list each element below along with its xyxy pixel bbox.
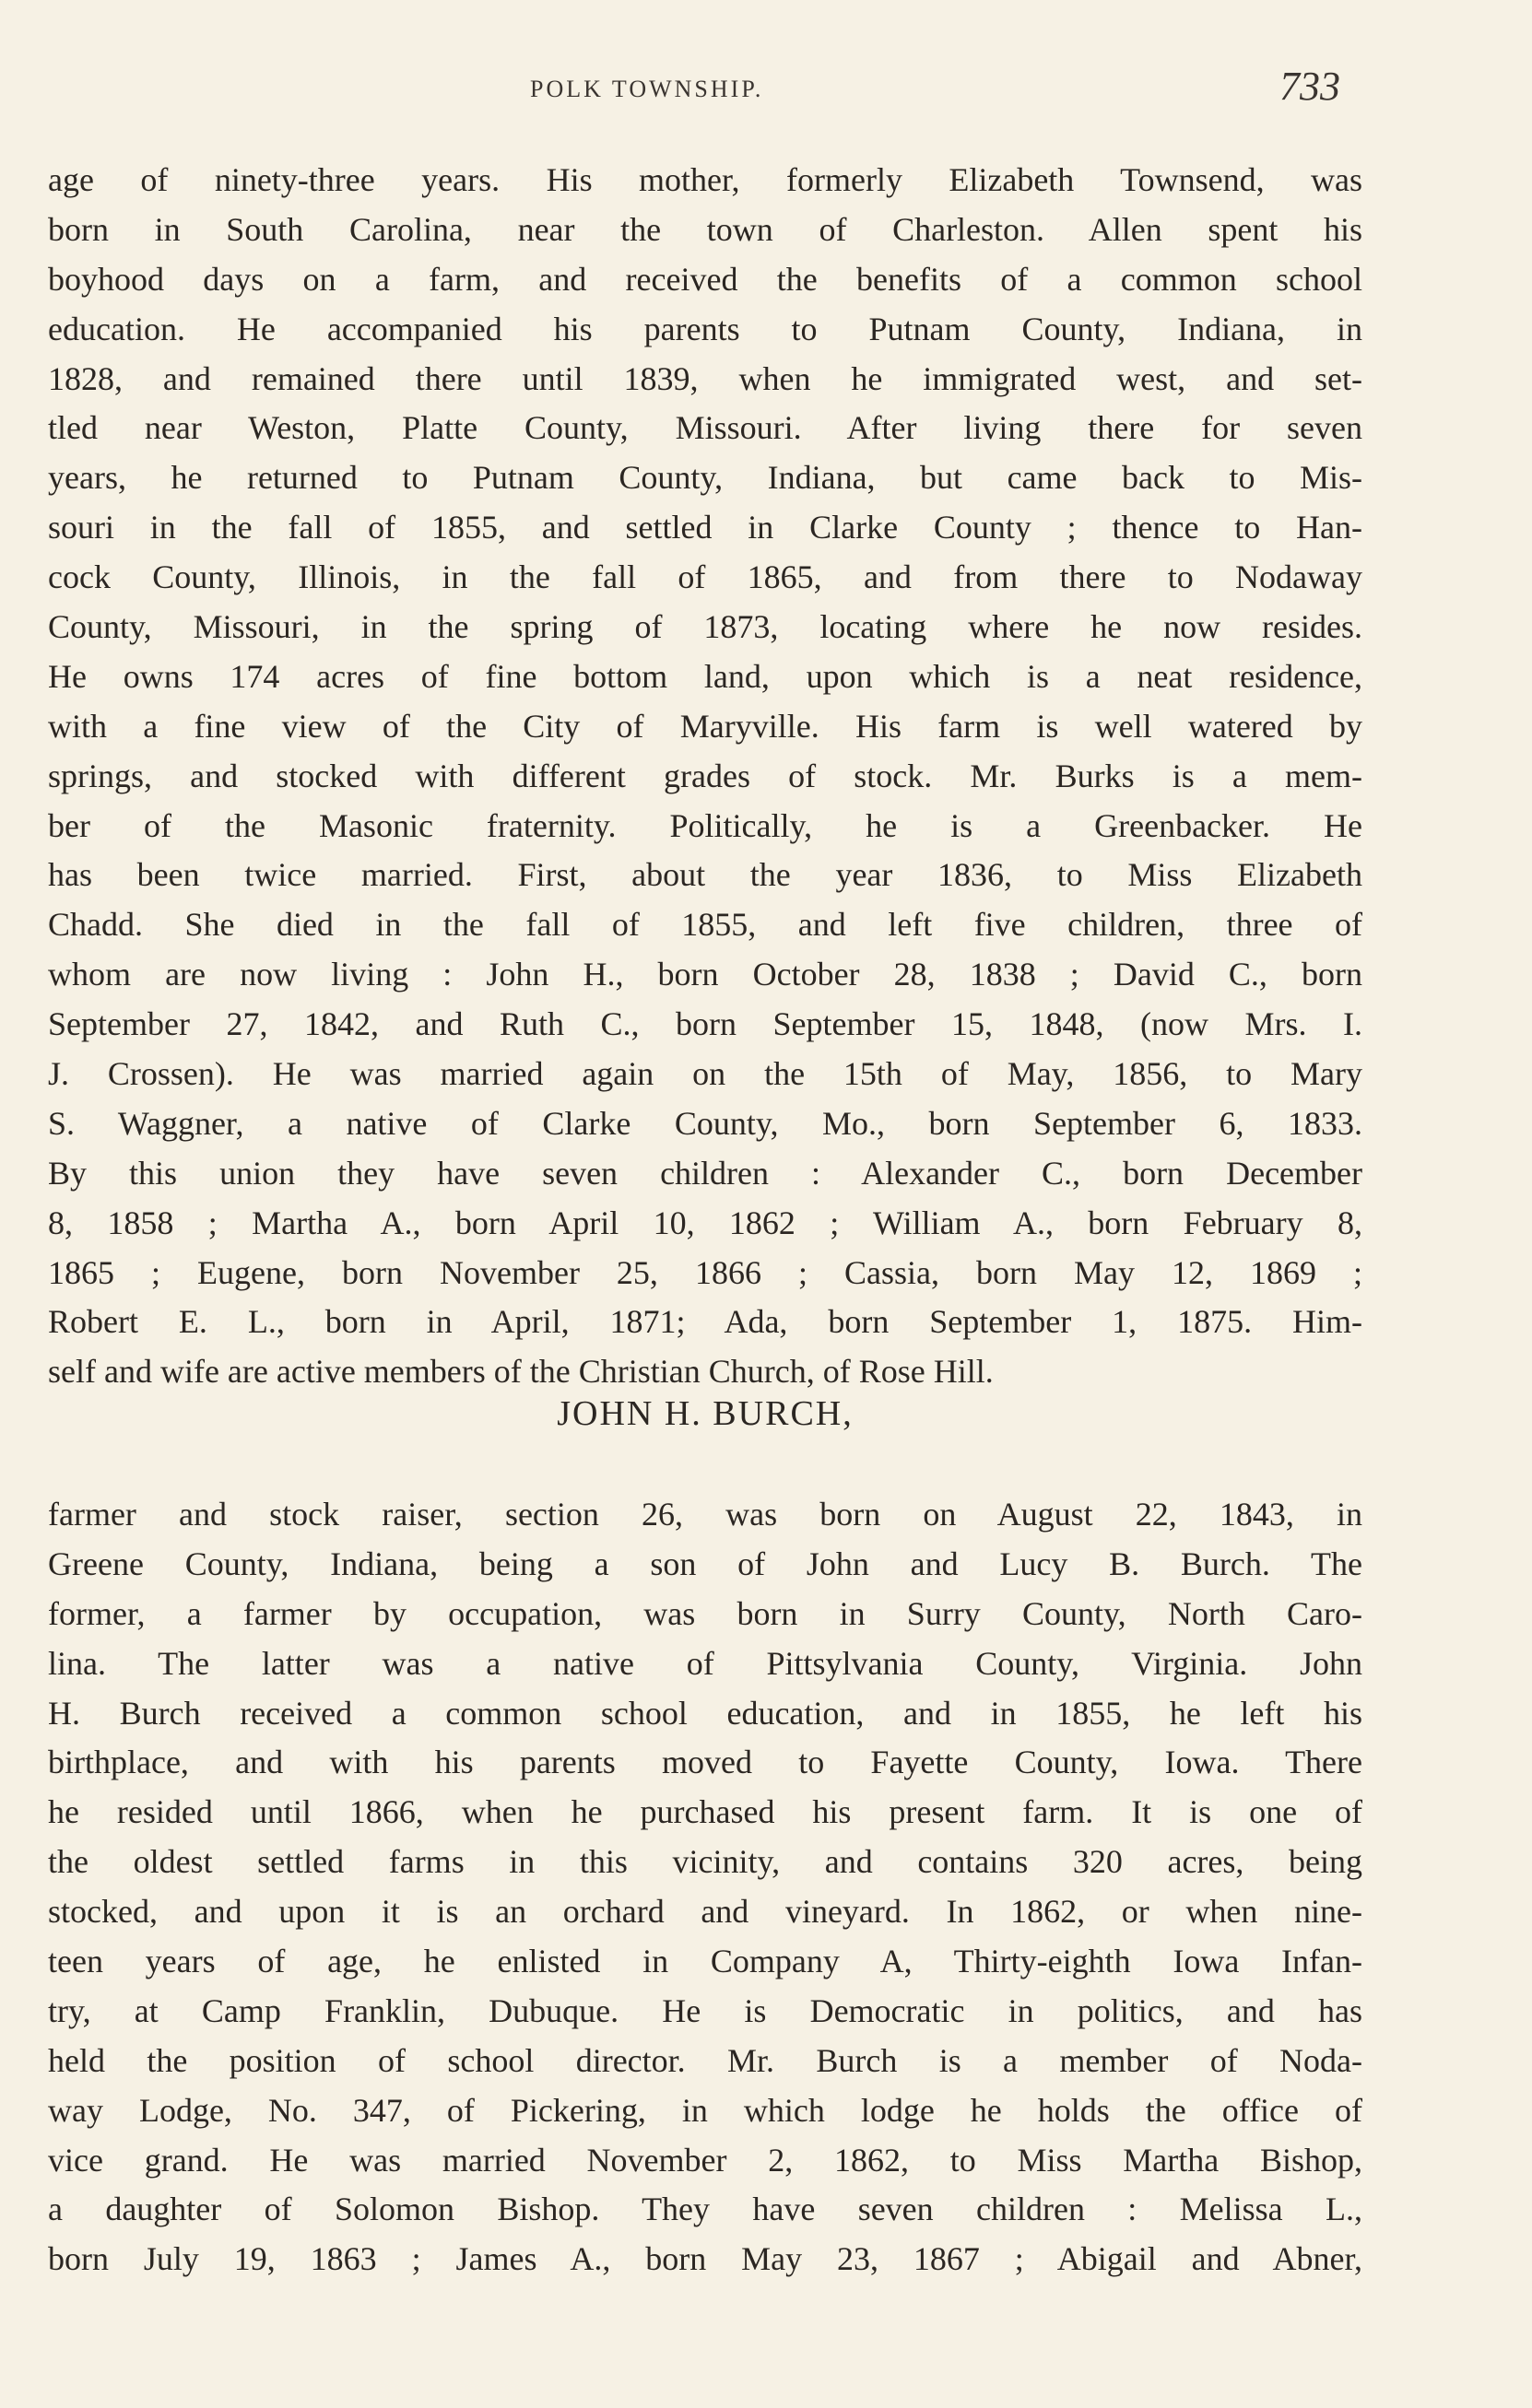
- text-line: 8, 1858 ; Martha A., born April 10, 1862 ; William A., born February 8,: [48, 1204, 1362, 1241]
- text-line: born July 19, 1863 ; James A., born May 23, 1867 ; Abigail and Abner,: [48, 2240, 1362, 2278]
- text-line: ber of the Masonic fraternity. Politically, he is a Greenbacker. He: [48, 806, 1362, 844]
- text-line: with a fine view of the City of Maryville. His farm is well watered by: [48, 707, 1362, 745]
- text-line: S. Waggner, a native of Clarke County, Mo., born September 6, 1833.: [48, 1104, 1362, 1142]
- text-line: Robert E. L., born in April, 1871; Ada, born September 1, 1875. Him-: [48, 1303, 1362, 1341]
- text-line: H. Burch received a common school education, and in 1855, he left his: [48, 1694, 1362, 1732]
- page-number: 733: [1279, 64, 1340, 109]
- biography-john-h-burch: [48, 1490, 1362, 2285]
- text-line: 1828, and remained there until 1839, when he immigrated west, and set-: [48, 359, 1362, 397]
- text-line: held the position of school director. Mr. Burch is a member of Noda-: [48, 2041, 1362, 2079]
- text-line: try, at Camp Franklin, Dubuque. He is Democratic in politics, and has: [48, 1991, 1362, 2029]
- text-line: self and wife are active members of the Christian Church, of Rose Hill.: [48, 1353, 994, 1391]
- text-line: cock County, Illinois, in the fall of 1865, and from there to Nodaway: [48, 558, 1362, 596]
- running-head: POLK TOWNSHIP.: [530, 76, 764, 102]
- text-line: has been twice married. First, about the year 1836, to Miss Elizabeth: [48, 856, 1362, 894]
- text-line: springs, and stocked with different grades of stock. Mr. Burks is a mem-: [48, 757, 1362, 794]
- text-line: former, a farmer by occupation, was born in Surry County, North Caro-: [48, 1594, 1362, 1632]
- text-line: way Lodge, No. 347, of Pickering, in which lodge he holds the office of: [48, 2091, 1362, 2129]
- text-line: September 27, 1842, and Ruth C., born September 15, 1848, (now Mrs. I.: [48, 1005, 1362, 1043]
- text-line: tled near Weston, Platte County, Missouri. After living there for seven: [48, 409, 1362, 447]
- text-line: stocked, and upon it is an orchard and vineyard. In 1862, or when nine-: [48, 1893, 1362, 1931]
- text-line: Chadd. She died in the fall of 1855, and left five children, three of: [48, 906, 1362, 944]
- text-line: By this union they have seven children : Alexander C., born December: [48, 1154, 1362, 1192]
- text-line: education. He accompanied his parents to Putnam County, Indiana, in: [48, 310, 1362, 347]
- text-line: souri in the fall of 1855, and settled in Clarke County ; thence to Han-: [48, 509, 1362, 546]
- text-line: Greene County, Indiana, being a son of John and Lucy B. Burch. The: [48, 1545, 1362, 1582]
- text-line: a daughter of Solomon Bishop. They have seven children : Melissa L.,: [48, 2191, 1362, 2228]
- text-line: He owns 174 acres of fine bottom land, upon which is a neat residence,: [48, 657, 1362, 695]
- text-line: whom are now living : John H., born October 28, 1838 ; David C., born: [48, 956, 1362, 993]
- text-line: boyhood days on a farm, and received the benefits of a common school: [48, 260, 1362, 298]
- biography-allen-burks: [48, 156, 1362, 1397]
- text-line: farmer and stock raiser, section 26, was born on August 22, 1843, in: [48, 1496, 1362, 1533]
- text-line: the oldest settled farms in this vicinity, and contains 320 acres, being: [48, 1843, 1362, 1881]
- text-line: lina. The latter was a native of Pittsylvania County, Virginia. John: [48, 1644, 1362, 1682]
- section-heading: JOHN H. BURCH,: [557, 1394, 854, 1433]
- text-line: birthplace, and with his parents moved to Fayette County, Iowa. There: [48, 1744, 1362, 1781]
- text-line: teen years of age, he enlisted in Company A, Thirty-eighth Iowa Infan-: [48, 1943, 1362, 1980]
- text-line: vice grand. He was married November 2, 1862, to Miss Martha Bishop,: [48, 2141, 1362, 2179]
- text-line: years, he returned to Putnam County, Indiana, but came back to Mis-: [48, 459, 1362, 497]
- text-line: 1865 ; Eugene, born November 25, 1866 ; Cassia, born May 12, 1869 ;: [48, 1253, 1362, 1291]
- text-line: J. Crossen). He was married again on the 15th of May, 1856, to Mary: [48, 1055, 1362, 1093]
- text-line: age of ninety-three years. His mother, formerly Elizabeth Townsend, was: [48, 161, 1362, 198]
- text-line: born in South Carolina, near the town of Charleston. Allen spent his: [48, 210, 1362, 248]
- text-line: he resided until 1866, when he purchased his present farm. It is one of: [48, 1793, 1362, 1831]
- text-line: County, Missouri, in the spring of 1873, locating where he now resides.: [48, 608, 1362, 646]
